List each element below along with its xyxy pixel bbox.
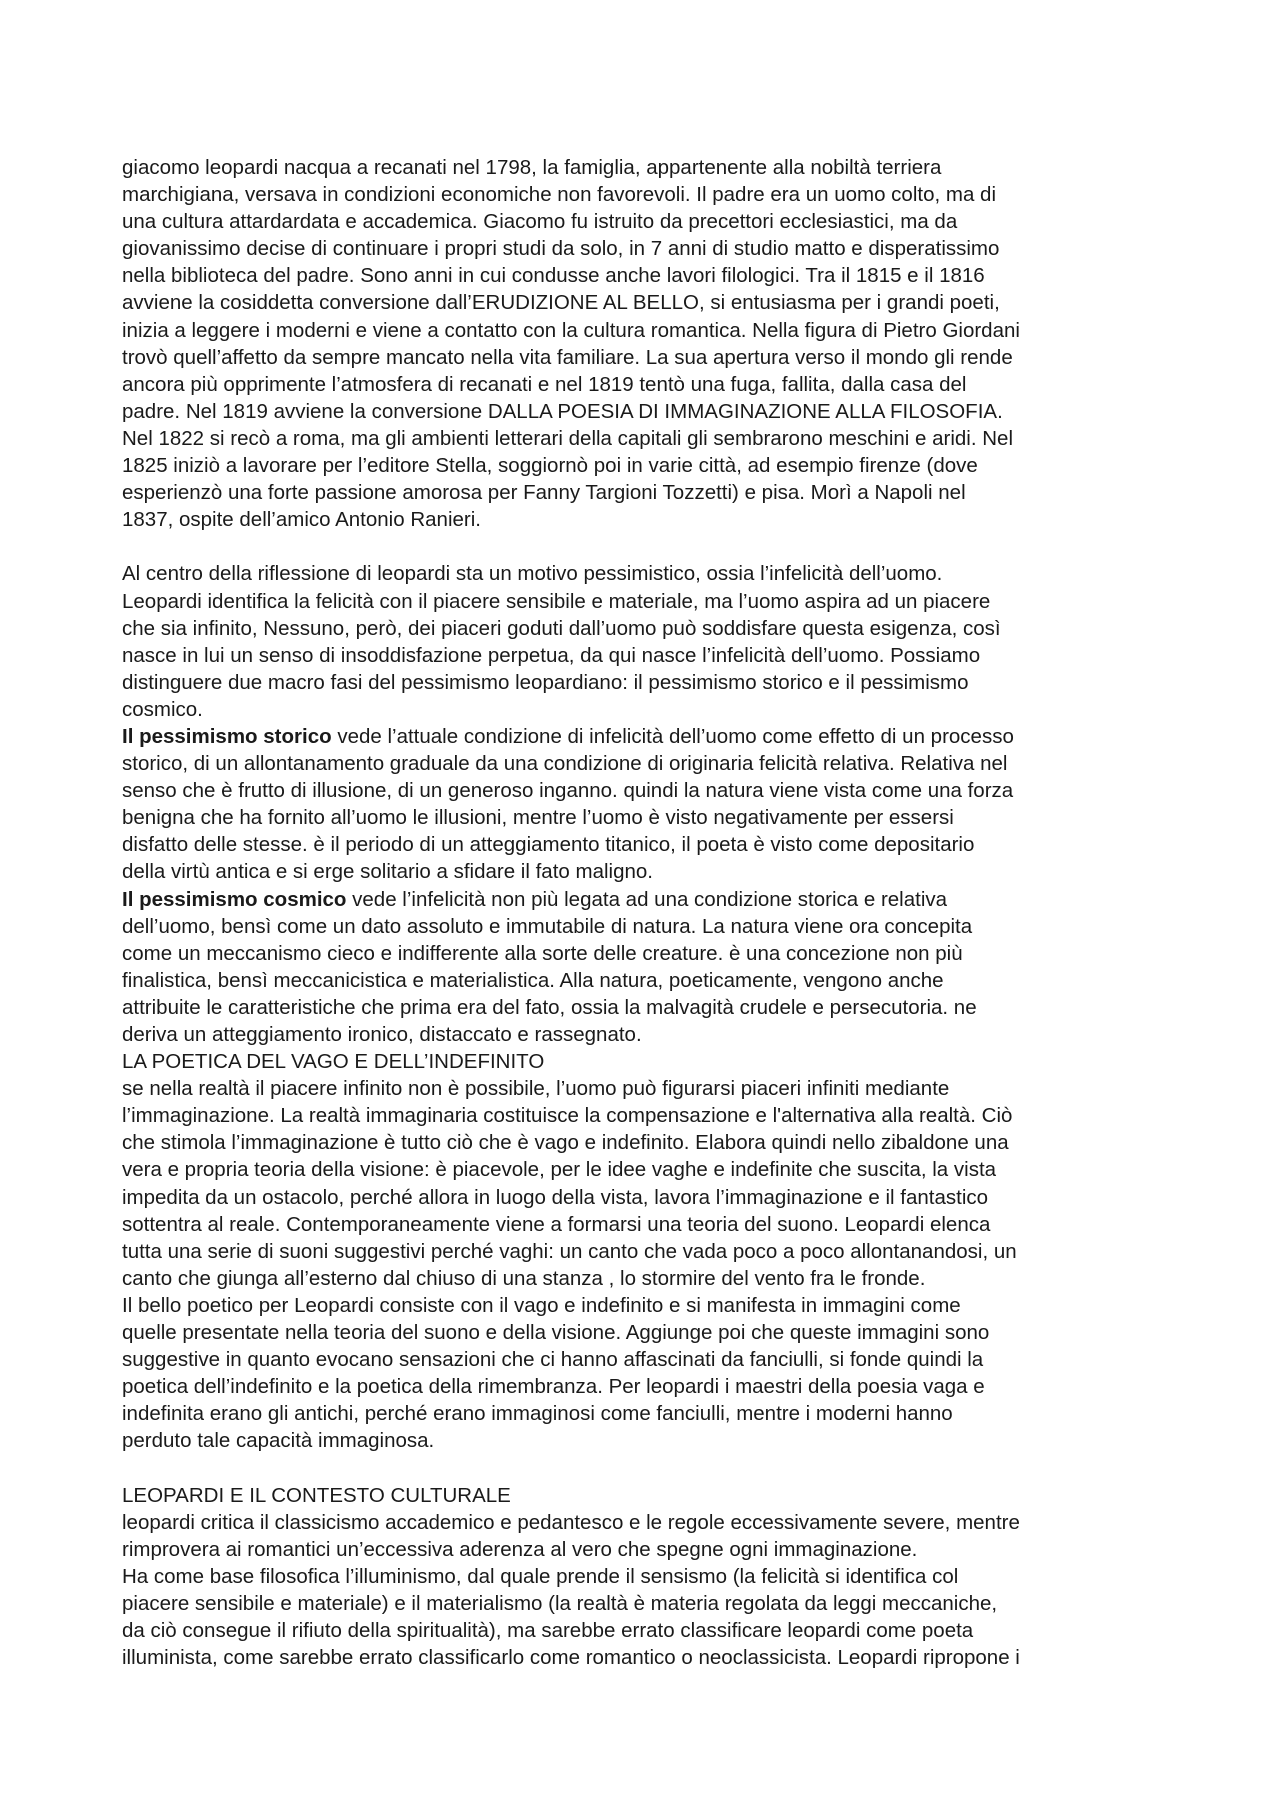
biography-paragraph: giacomo leopardi nacqua a recanati nel 1798, la famiglia, appartenente alla nobiltà terriera marchigiana, versava in condizioni economiche non favorevoli. Il padre era un uomo colto, ma di una cultura attardardata e accademica. Giacomo fu istruito da precettori ecclesiastici, ma da giovanissimo decise di continuare i propri studi da solo, in 7 anni di studio matto e disperatissimo nella biblioteca del padre. Sono anni in cui condusse anche lavori filologici. Tra il 1815 e il 1816 avviene la cosiddetta conversione dall’ERUDIZIONE AL BELLO, si entusiasma per i grandi poeti, inizia a leggere i moderni e viene a contatto con la cultura romantica. Nella figura di Pietro Giordani trovò quell’affetto da sempre mancato nella vita familiare. La sua apertura verso il mondo gli rende ancora più opprimente l’atmosfera di recanati e nel 1819 tentò una fuga, fallita, dalla casa del padre. Nel 1819 avviene la conversione DALLA POESIA DI IMMAGINAZIONE ALLA FILOSOFIA. Nel 1822 si recò a roma, ma gli ambienti letterari della capitali gli sembrarono meschini e aridi. Nel 1825 iniziò a lavorare per l’editore Stella, soggiornò poi in varie città, ad esempio firenze (dove esperienzò una forte passione amorosa per Fanny Targioni Tozzetti) e pisa. Morì a Napoli nel 1837, ospite dell’amico Antonio Ranieri. — [122, 156, 1020, 532]
historic-pessimism-paragraph — [122, 723, 1167, 886]
cosmic-pessimism-paragraph — [122, 886, 1167, 1049]
historic-pessimism-text: vede l’attuale condizione di infelicità dell’uomo come effetto di un processo storico, di un allontanamento graduale da una condizione di originaria felicità relativa. Relativa nel senso che è frutto di illusione, di un generoso inganno. quindi la natura viene vista come una forza benigna che ha fornito all’uomo le illusioni, mentre l’uomo è visto negativamente per essersi disfatto delle stesse. è il periodo di un atteggiamento titanico, il poeta è visto come depositario della virtù antica e si erge solitario a sfidare il fato maligno. — [122, 724, 1014, 884]
paragraph-spacer — [122, 533, 1167, 560]
document-page — [122, 154, 1167, 1671]
cosmic-pessimism-label: Il pessimismo cosmico — [122, 887, 347, 911]
cosmic-pessimism-text: vede l’infelicità non più legata ad una condizione storica e relativa dell’uomo, bensì come un dato assoluto e immutabile di natura. La natura viene ora concepita come un meccanismo cieco e indifferente alla sorte delle creature. è una concezione non più finalistica, bensì meccanicistica e materialistica. Alla natura, poeticamente, vengono anche attribuite le caratteristiche che prima era del fato, ossia la malvagità crudele e persecutoria. ne deriva un atteggiamento ironico, distaccato e rassegnato. — [122, 887, 977, 1046]
paragraph-spacer — [122, 1455, 1167, 1482]
poetics-heading: LA POETICA DEL VAGO E DELL’INDEFINITO — [122, 1050, 545, 1074]
cultural-context-paragraph-2: Ha come base filosofica l’illuminismo, dal quale prende il sensismo (la felicità si identifica col piacere sensibile e materiale) e il materialismo (la realtà è materia regolata da leggi meccaniche, da ciò consegue il rifiuto della spiritualità), ma sarebbe errato classificare leopardi come poeta illuminista, come sarebbe errato classificarlo come romantico o neoclassicista. Leopardi ripropone i — [122, 1564, 1020, 1670]
poetics-paragraph: se nella realtà il piacere infinito non è possibile, l’uomo può figurarsi piaceri infiniti mediante l’immaginazione. La realtà immaginaria costituisce la compensazione e l'alternativa alla realtà. Ciò che stimola l’immaginazione è tutto ciò che è vago e indefinito. Elabora quindi nello zibaldone una vera e propria teoria della visione: è piacevole, per le idee vaghe e indefinite che suscita, la vista impedita da un ostacolo, perché allora in luogo della vista, lavora l’immaginazione e il fantastico sottentra al reale. Contemporaneamente viene a formarsi una teoria del suono. Leopardi elenca tutta una serie di suoni suggestivi perché vaghi: un canto che vada poco a poco allontanandosi, un canto che giunga all’esterno dal chiuso di una stanza , lo stormire del vento fra le fronde. — [122, 1077, 1017, 1290]
historic-pessimism-label: Il pessimismo storico — [122, 724, 332, 748]
poetic-beauty-paragraph: Il bello poetico per Leopardi consiste con il vago e indefinito e si manifesta in immagini come quelle presentate nella teoria del suono e della visione. Aggiunge poi che queste immagini sono suggestive in quanto evocano sensazioni che ci hanno affascinati da fanciulli, si fonde quindi la poetica dell’indefinito e la poetica della rimembranza. Per leopardi i maestri della poesia vaga e indefinita erano gli antichi, perché erano immaginosi come fanciulli, mentre i moderni hanno perduto tale capacità immaginosa. — [122, 1293, 990, 1453]
pessimism-intro-paragraph: Al centro della riflessione di leopardi sta un motivo pessimistico, ossia l’infelicità dell’uomo. Leopardi identifica la felicità con il piacere sensibile e materiale, ma l’uomo aspira ad un piacere che sia infinito, Nessuno, però, dei piaceri goduti dall’uomo può soddisfare questa esigenza, così nasce in lui un senso di insoddisfazione perpetua, da qui nasce l’infelicità dell’uomo. Possiamo distinguere due macro fasi del pessimismo leopardiano: il pessimismo storico e il pessimismo cosmico. — [122, 562, 1001, 721]
cultural-context-heading: LEOPARDI E IL CONTESTO CULTURALE — [122, 1483, 511, 1507]
cultural-context-paragraph-1: leopardi critica il classicismo accademico e pedantesco e le regole eccessivamente severe, mentre rimprovera ai romantici un’eccessiva aderenza al vero che spegne ogni immaginazione. — [122, 1510, 1020, 1561]
